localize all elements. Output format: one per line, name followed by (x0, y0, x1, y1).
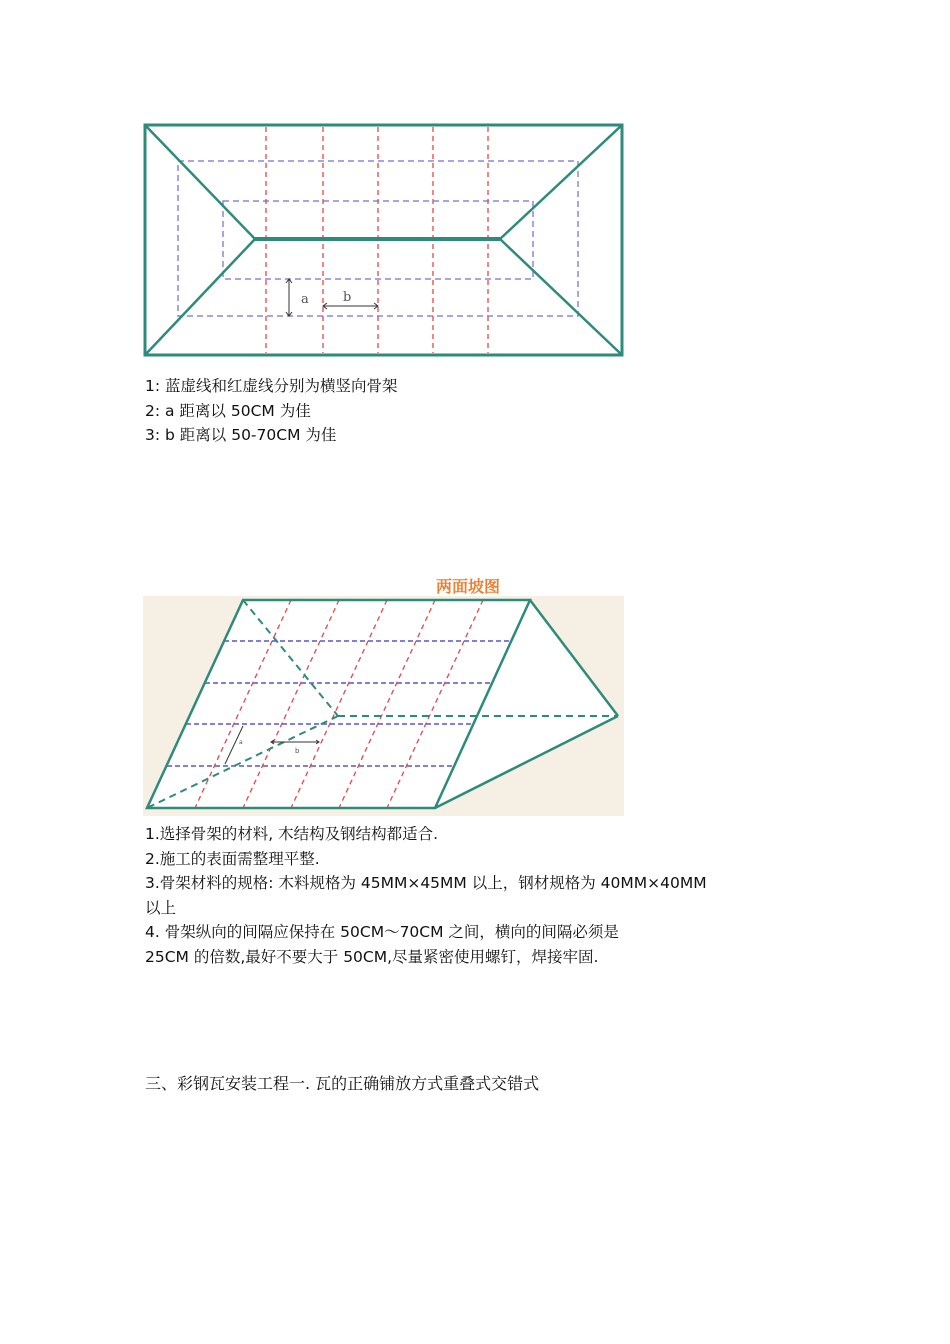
note-line: 2.施工的表面需整理平整. (145, 849, 320, 868)
figure1-notes (145, 374, 398, 448)
note-line: 2: a 距离以 50CM 为佳 (145, 401, 311, 420)
label-b: b (295, 747, 300, 755)
label-b: b (343, 290, 352, 305)
section-heading: 三、彩钢瓦安装工程一. 瓦的正确铺放方式重叠式交错式 (145, 1074, 540, 1093)
label-a: a (239, 739, 243, 746)
figure2-title: 两面坡图 (436, 577, 501, 596)
note-line: 以上 (145, 898, 177, 917)
figure2-notes (145, 822, 707, 969)
two-slope-roof-diagram (143, 596, 624, 816)
note-line: 1: 蓝虚线和红虚线分别为横竖向骨架 (145, 377, 398, 395)
hip-roof-framing-diagram (143, 123, 624, 357)
note-line: 25CM 的倍数,最好不要大于 50CM,尽量紧密使用螺钉，焊接牢固. (145, 947, 599, 966)
note-line: 3: b 距离以 50-70CM 为佳 (145, 426, 337, 444)
label-a: a (301, 292, 309, 307)
note-line: 1.选择骨架的材料, 木结构及钢结构都适合. (145, 825, 439, 843)
note-line: 3.骨架材料的规格: 木料规格为 45MM×45MM 以上，钢材规格为 40MM×40MM (145, 874, 707, 892)
note-line: 4. 骨架纵向的间隔应保持在 50CM～70CM 之间，横向的间隔必须是 (145, 923, 619, 941)
